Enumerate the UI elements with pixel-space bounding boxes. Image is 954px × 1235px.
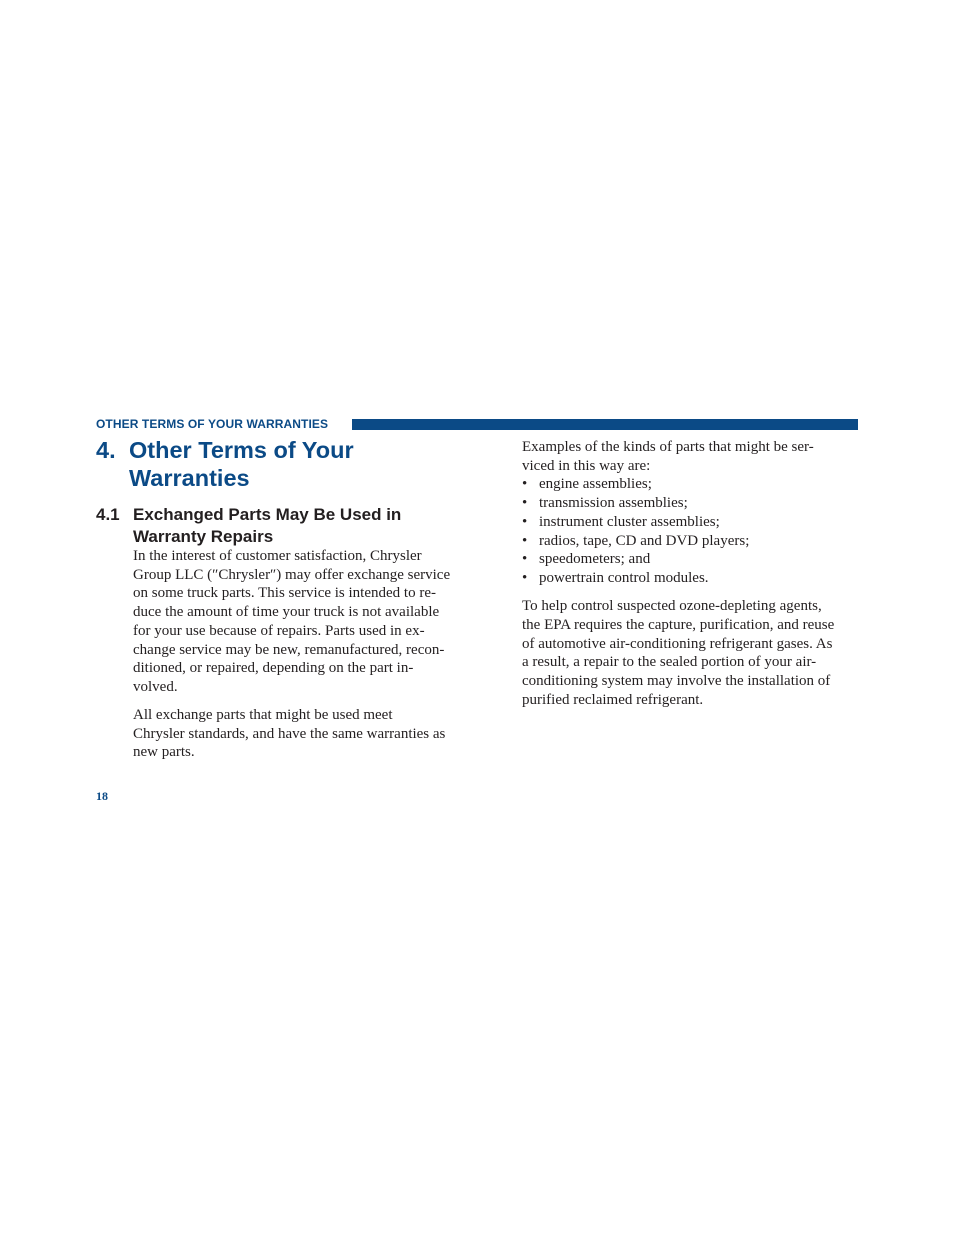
- chapter-title-line1: Other Terms of Your: [129, 437, 354, 463]
- text-line: purified reclaimed refrigerant.: [522, 691, 704, 708]
- text-line: Group LLC (″Chrysler″) may offer exchange service: [133, 566, 451, 583]
- list-item: • speedometers; and: [522, 551, 651, 568]
- parts-list: [522, 475, 858, 587]
- text-line: a result, a repair to the sealed portion of your air-: [522, 654, 817, 671]
- list-item: • instrument cluster assemblies;: [522, 513, 720, 530]
- text-line: volved.: [133, 678, 178, 695]
- list-item: • engine assemblies;: [522, 476, 652, 493]
- text-line: viced in this way are:: [522, 457, 651, 474]
- text-line: To help control suspected ozone-depleting agents,: [522, 598, 822, 615]
- bullet-icon: •: [522, 495, 528, 512]
- page-number: 18: [96, 789, 108, 803]
- text-line: In the interest of customer satisfaction, Chrysler: [133, 548, 422, 564]
- list-item: • powertrain control modules.: [522, 569, 709, 586]
- section-title-line2: Warranty Repairs: [133, 527, 274, 546]
- bullet-icon: •: [522, 551, 528, 568]
- text-line: of automotive air-conditioning refrigerant gases. As: [522, 635, 833, 652]
- bullet-icon: •: [522, 513, 528, 530]
- running-head-bar: [352, 419, 858, 430]
- text-line: the EPA requires the capture, purification, and reuse: [522, 616, 835, 633]
- epa-paragraph: [522, 597, 858, 709]
- text-line: duce the amount of time your truck is not available: [133, 604, 440, 621]
- text-line: for your use because of repairs. Parts used in ex-: [133, 622, 425, 639]
- bullet-icon: •: [522, 476, 528, 493]
- chapter-number: 4.: [96, 437, 116, 463]
- text-line: new parts.: [133, 744, 195, 761]
- list-item: • transmission assemblies;: [522, 495, 688, 512]
- right-column: [522, 438, 858, 709]
- list-item: • radios, tape, CD and DVD players;: [522, 532, 750, 549]
- text-line: Examples of the kinds of parts that might be ser-: [522, 439, 814, 455]
- exchange-parts-paragraph: [133, 706, 469, 762]
- section-title: [96, 504, 401, 548]
- section-number: 4.1: [96, 505, 120, 524]
- text-line: ditioned, or repaired, depending on the part in-: [133, 660, 414, 677]
- text-line: on some truck parts. This service is intended to re-: [133, 585, 436, 602]
- exchange-service-paragraph: [133, 547, 469, 697]
- running-head: OTHER TERMS OF YOUR WARRANTIES: [96, 417, 329, 431]
- examples-intro: [522, 438, 858, 475]
- chapter-title-line2: Warranties: [129, 465, 250, 491]
- text-line: Chrysler standards, and have the same warranties as: [133, 725, 446, 742]
- text-line: All exchange parts that might be used meet: [133, 707, 393, 723]
- chapter-title: [96, 436, 354, 492]
- text-line: conditioning system may involve the installation of: [522, 672, 831, 689]
- section-title-line1: Exchanged Parts May Be Used in: [133, 505, 402, 524]
- bullet-icon: •: [522, 532, 528, 549]
- text-line: change service may be new, remanufactured, recon-: [133, 641, 445, 658]
- bullet-icon: •: [522, 569, 528, 586]
